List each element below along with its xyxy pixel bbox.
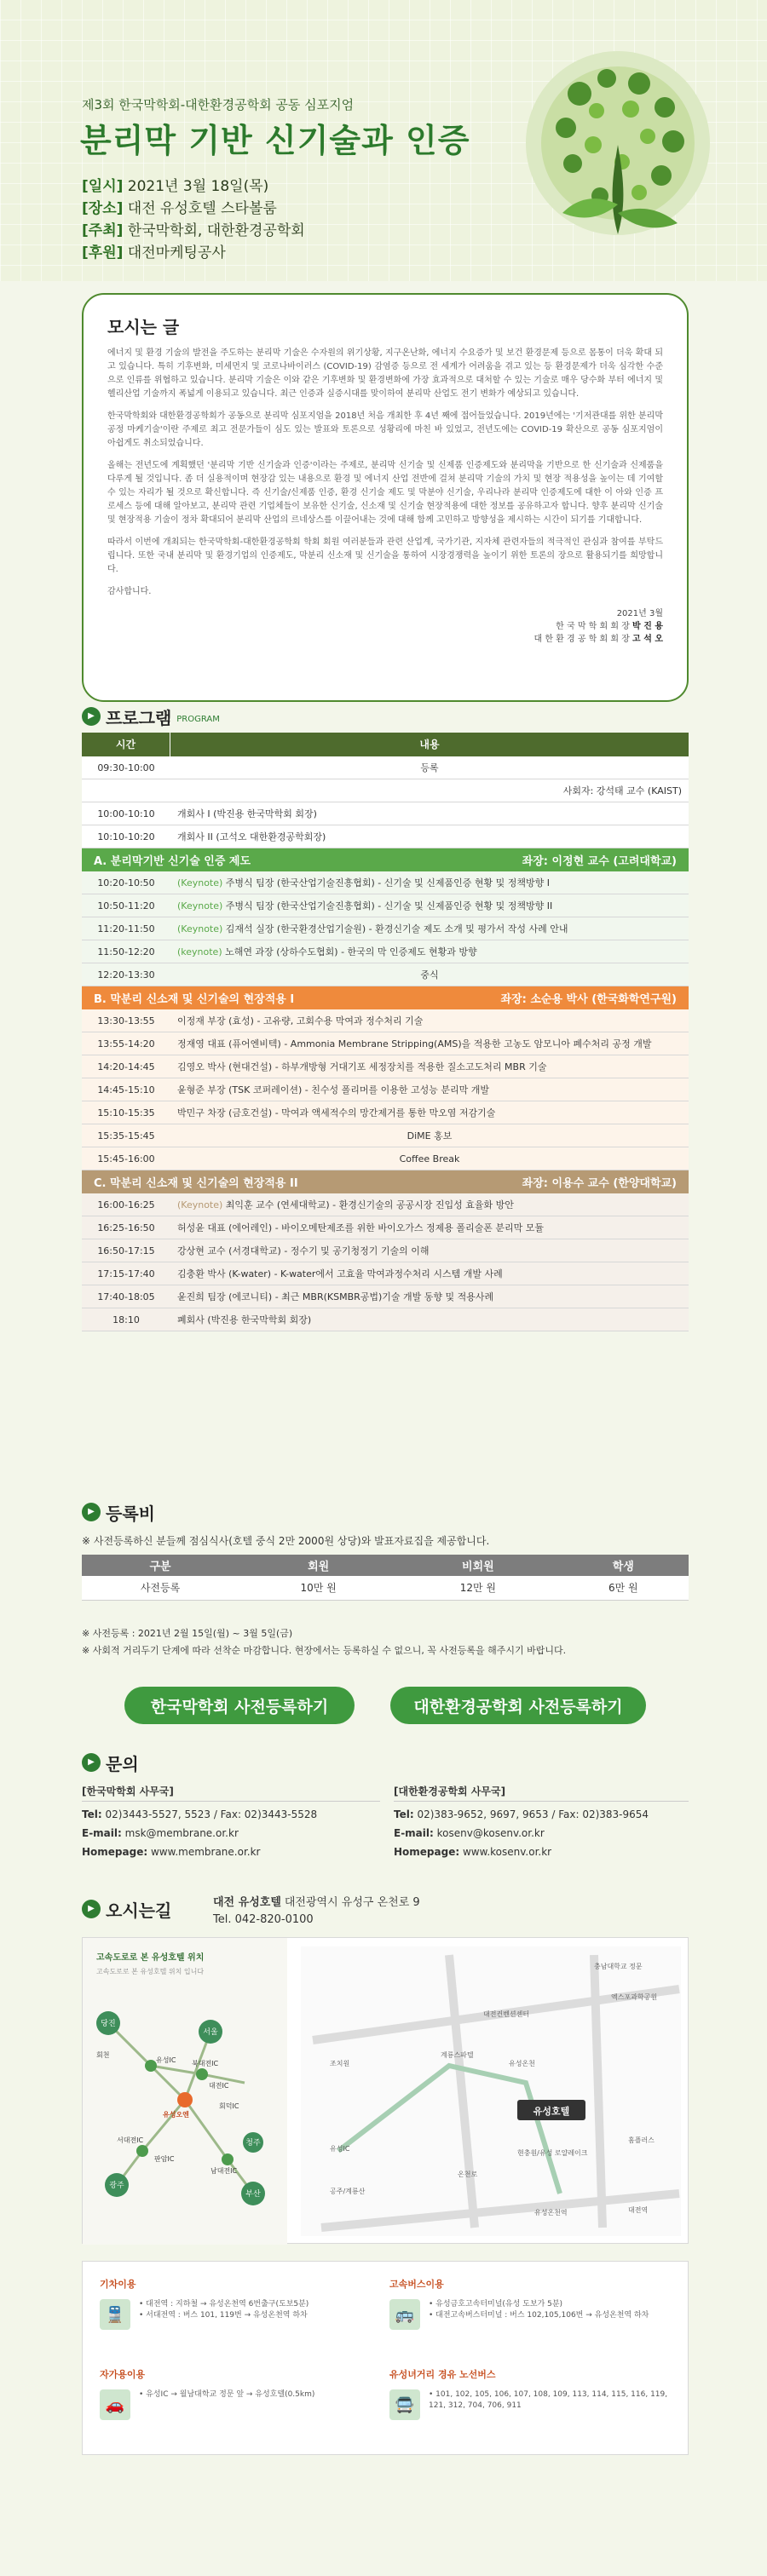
play-icon: ▶	[82, 1753, 101, 1772]
table-row: 14:45-15:10 윤형준 부장 (TSK 코퍼레이션) - 친수성 폴리머를 이용한 고성능 분리막 개발	[82, 1078, 689, 1101]
table-row: 10:50-11:20 (Keynote) 주병식 팀장 (한국산업기술진흥협회) - 신기술 및 신제품인증 현황 및 정책방향 II	[82, 894, 689, 917]
svg-text:온천로: 온천로	[458, 2171, 478, 2178]
map-left-title: 고속도로로 본 유성호텔 위치	[96, 1953, 205, 1963]
svg-text:유성IC: 유성IC	[156, 2056, 176, 2064]
location-map	[82, 1937, 689, 2244]
table-row: 15:10-15:35 박민구 차장 (금호건설) - 막여과 액세적수의 망간제거를 통한 막오염 저감기술	[82, 1101, 689, 1124]
transport-icon: 🚗	[100, 2389, 130, 2420]
session-header: B. 막분리 신소재 및 신기술의 현장적용 I 좌장: 소순용 박사 (한국화학연구원)	[82, 986, 689, 1009]
session-header: C. 막분리 신소재 및 신기술의 현장적용 II 좌장: 이용수 교수 (한양대학교)	[82, 1170, 689, 1193]
event-info	[82, 175, 305, 264]
table-row: 12:20-13:30 중식	[82, 963, 689, 986]
svg-text:대전역: 대전역	[628, 2206, 649, 2214]
invitation-paragraph: 한국막학회와 대한환경공학회가 공동으로 분리막 심포지엄을 2018년 처음 개최한 후 4년 째에 접어들었습니다. 2019년에는 '기저관대를 위한 분리막 공정 마케기술'이란 주제로 최고 전문가들이 심도 있는 발표와 토론으로 성황리에 마친 바 있었고, 전년도에는 COVID-19 확산으로 공동 심포지엄이 아쉽게도 취소되었습니다.	[107, 411, 663, 448]
svg-text:남대전IC: 남대전IC	[210, 2167, 238, 2175]
leaf-emblem-icon	[511, 34, 724, 256]
registration-note: ※ 사전등록하신 분들께 점심식사(호텔 중식 2만 2000원 상당)와 발표자료집을 제공합니다.	[82, 1535, 490, 1547]
table-row: 11:20-11:50 (Keynote) 김재석 실장 (한국환경산업기술원) - 환경신기술 제도 소개 및 평가서 작성 사례 안내	[82, 917, 689, 940]
svg-text:충남대학교 정문: 충남대학교 정문	[594, 1963, 643, 1970]
svg-text:회천: 회천	[96, 2051, 110, 2059]
registration-fee-table: 구분 회원 비회원 학생 사전등록 10만 원 12만 원 6만 원	[82, 1555, 689, 1601]
table-row: 13:55-14:20 정재영 대표 (퓨어엔비텍) - Ammonia Membrane Stripping(AMS)을 적용한 고농도 암모니아 폐수처리 공정 개발	[82, 1032, 689, 1055]
svg-text:홈플러스: 홈플러스	[628, 2136, 655, 2144]
membrane-contact: [한국막학회 사무국] Tel: 02)3443-5527, 5523 / Fax: 02)3443-5528 E-mail: msk@membrane.or.kr Homepage: www.membrane.or.kr	[82, 1782, 380, 1861]
info-sponsor: [후원] 대전마케팅공사	[82, 244, 226, 262]
membrane-register-button[interactable]: 한국막학회 사전등록하기	[124, 1687, 355, 1724]
table-row: 사회자: 강석태 교수 (KAIST)	[82, 779, 689, 802]
play-icon: ▶	[82, 1900, 101, 1918]
program-table	[82, 733, 689, 1331]
svg-text:대전컨벤션센터: 대전컨벤션센터	[483, 2010, 530, 2018]
transport-item: 고속버스이용 🚌 • 유성금호고속터미널(유성 도보가 5분) • 대전고속버스터미널 : 버스 102,105,106번 → 유성온천역 하차	[389, 2277, 679, 2330]
map-left-sub: 고속도로로 본 유성호텔 위치 입니다	[96, 1968, 205, 1975]
table-row: 17:40-18:05 윤진희 팀장 (에코니티) - 최근 MBR(KSMBR공법)기술 개발 동향 및 적용사례	[82, 1285, 689, 1308]
transport-item: 기차이용 🚆 • 대전역 : 지하철 → 유성온천역 6번출구(도보5분) • 서대전역 : 버스 101, 119번 → 유성온천역 하차	[100, 2277, 389, 2330]
kosenv-contact: [대한환경공학회 사무국] Tel: 02)383-9652, 9697, 9653 / Fax: 02)383-9654 E-mail: kosenv@kosenv.or.kr Homepage: www.kosenv.or.kr	[394, 1782, 689, 1861]
table-row: 10:10-10:20 개회사 II (고석오 대한환경공학회장)	[82, 825, 689, 848]
transport-info	[82, 2261, 689, 2455]
svg-text:당진: 당진	[101, 2020, 116, 2028]
svg-text:조치원: 조치원	[330, 2060, 350, 2067]
play-icon: ▶	[82, 1503, 101, 1521]
svg-text:공주/계룡산: 공주/계룡산	[330, 2188, 366, 2195]
svg-text:광주: 광주	[109, 2182, 124, 2190]
transport-item: 자가용이용 🚗 • 유성IC → 월남대학교 정문 앞 → 유성호텔(0.5km)	[100, 2367, 389, 2420]
svg-text:판암IC: 판암IC	[154, 2155, 175, 2163]
svg-text:청주: 청주	[245, 2139, 261, 2148]
venue-info: 대전 유성호텔 대전광역시 유성구 온천로 9 Tel. 042-820-0100	[213, 1896, 420, 1926]
kosenv-homepage-link[interactable]: www.kosenv.or.kr	[462, 1846, 552, 1858]
info-venue: [장소] 대전 유성호텔 스타볼룸	[82, 200, 277, 217]
event-title: 분리막 기반 신기술과 인증	[80, 122, 470, 159]
info-host: [주최] 한국막학회, 대한환경공학회	[82, 222, 305, 239]
registration-heading: ▶ 등록비	[82, 1499, 155, 1525]
svg-text:대전IC: 대전IC	[209, 2082, 229, 2090]
invitation-paragraph: 감사합니다.	[107, 587, 152, 596]
invitation-title: 모시는 글	[107, 317, 180, 337]
table-row: 18:10 폐회사 (박진용 한국막학회 회장)	[82, 1308, 689, 1331]
svg-text:유성IC: 유성IC	[330, 2145, 350, 2153]
registration-notes: ※ 사전등록 : 2021년 2월 15일(월) ~ 3월 5일(금) ※ 사회적 거리두기 단계에 따라 선착순 마감합니다. 현장에서는 등록하실 수 없으니, 꼭 사전등록을 해주시기 바랍니다.	[82, 1628, 567, 1656]
table-row: 10:00-10:10 개회사 I (박진용 한국막학회 회장)	[82, 802, 689, 825]
session-header: A. 분리막기반 신기술 인증 제도 좌장: 이정현 교수 (고려대학교)	[82, 848, 689, 871]
play-icon: ▶	[82, 707, 101, 726]
transport-icon: 🚍	[389, 2389, 420, 2420]
kosenv-email-link[interactable]: kosenv@kosenv.or.kr	[436, 1827, 545, 1839]
svg-text:유성온천역: 유성온천역	[534, 2209, 568, 2217]
invitation-letter	[82, 293, 689, 702]
table-row: 11:50-12:20 (keynote) 노해연 과장 (상하수도협회) - 한국의 막 인증제도 현황과 방향	[82, 940, 689, 963]
table-row: 14:20-14:45 김영오 박사 (현대건설) - 하부개방형 거대기포 세정장치를 적용한 질소고도처리 MBR 기술	[82, 1055, 689, 1078]
svg-text:현충원/유성 로얄레이크: 현충원/유성 로얄레이크	[517, 2149, 588, 2157]
table-row: 13:30-13:55 이정재 부장 (효성) - 고유량, 고회수용 막여과 정수처리 기술	[82, 1009, 689, 1032]
svg-text:계룡스파텔: 계룡스파텔	[441, 2051, 474, 2059]
program-heading: ▶ 프로그램 PROGRAM	[82, 704, 220, 729]
svg-text:엑스포과학공원: 엑스포과학공원	[611, 1993, 658, 2001]
svg-text:서대전IC: 서대전IC	[117, 2136, 144, 2144]
table-row: 15:45-16:00 Coffee Break	[82, 1147, 689, 1170]
invitation-paragraph: 에너지 및 환경 기술의 발전을 주도하는 분리막 기술은 수자원의 위기상황, 지구온난화, 에너지 수요증가 및 보건 환경문제 등으로 몸통이 더욱 확대 되고 있습니다. 특히 기후변화, 미세먼지 및 코로나바이러스 (COVID-19) 감염증 등으로 전 세계가 어려움을 겪고 있는 등 환경문제가 더욱 심각한 수준으로 인류를 위협하고 있습니다. 분리막 기술은 이와 같은 기후변화 및 환경변화에 가장 효과적으로 대처할 수 있는 기술로 매우 당수화 부터 에너지 및 헬리산업 기술까지 폭넓게 이용되고 있습니다. 최근 인증과 실증시대를 맞이하여 분리막 산업도 전기 변화가 예상되고 있습니다.	[107, 348, 663, 399]
transport-icon: 🚌	[389, 2299, 420, 2330]
hotel-marker: 유성호텔	[533, 2106, 570, 2117]
invitation-signature: 2021년 3월 한 국 막 학 회 회 장 박 진 용 대 한 환 경 공 학 회 회 장 고 석 오	[533, 609, 663, 644]
location-heading: ▶ 오시는길	[82, 1896, 171, 1922]
program-table-header: 시간 내용	[82, 733, 689, 756]
table-row: 10:20-10:50 (Keynote) 주병식 팀장 (한국산업기술진흥협회) - 신기술 및 신제품인증 현황 및 정책방향 I	[82, 871, 689, 894]
svg-text:회덕IC: 회덕IC	[219, 2102, 239, 2110]
table-row: 17:15-17:40 김충환 박사 (K-water) - K-water에서 고효율 막여과정수처리 시스템 개발 사례	[82, 1262, 689, 1285]
table-row: 09:30-10:00 등록	[82, 756, 689, 779]
invitation-paragraph: 따라서 이번에 개최되는 한국막학회-대한환경공학회 학회 회원 여러분들과 관련 산업계, 국가기관, 지자체 관련자들의 적극적인 관심과 참여를 부탁드립니다. 또한 국내 분리막 및 환경기업의 인증제도, 막분리 신소재 및 신기술을 통하여 시장경쟁력을 높이기 위한 토론의 장으로 활용되기를 희망합니다.	[107, 538, 663, 574]
hero-banner	[0, 0, 767, 281]
event-subtitle: 제3회 한국막학회-대한환경공학회 공동 심포지엄	[82, 97, 355, 112]
table-row: 16:25-16:50 허성윤 대표 (에어레인) - 바이오메탄제조를 위한 바이오가스 정제용 폴리술폰 분리막 모듈	[82, 1216, 689, 1239]
membrane-homepage-link[interactable]: www.membrane.or.kr	[150, 1846, 261, 1858]
table-row: 16:00-16:25 (Keynote) 최익훈 교수 (연세대학교) - 환경신기술의 공공시장 진입성 효율화 방안	[82, 1193, 689, 1216]
contact-heading: ▶ 문의	[82, 1750, 139, 1775]
transport-icon: 🚆	[100, 2299, 130, 2330]
info-date: [일시] 2021년 3월 18일(목)	[82, 178, 269, 195]
svg-text:유성온천: 유성온천	[509, 2060, 535, 2067]
membrane-email-link[interactable]: msk@membrane.or.kr	[124, 1827, 239, 1839]
table-row: 16:50-17:15 강상현 교수 (서경대학교) - 정수기 및 공기청정기 기술의 이해	[82, 1239, 689, 1262]
invitation-paragraph: 올해는 전년도에 계획했던 '분리막 기반 신기술과 인증'이라는 주제로, 분리막 신기술 및 신제품 인증제도와 분리막을 기반으로 한 신기술과 신제품을 다루게 될 것입니다. 좀 더 실용적이며 현장감 있는 내용으로 환경 및 에너지 산업 전반에 걸쳐 분리막 기술의 가치 및 현장 적용성을 높이는 데 기여할 수 있는 자리가 될 것으로 확신합니다. 즉 신기술/신제품 인증, 환경 신기술 제도 및 막분야 신기술, 우리나라 분리막 인증제도에 대한 이 아와 인증 프로세스 등에 대해 알아보고, 분리막 관련 기업체들이 보유한 신기술, 신소재 및 신기술 현장적용에 대한 정보를 공유하고자 합니다. 향후 분리막 신기술 및 현장적용 기술이 정차 확대되어 분리막 산업의 르네상스를 이끌어내는 것에 대해 함께 고민하고 방향성을 제시하는 시간이 되기를 기대합니다.	[107, 461, 663, 525]
kosenv-register-button[interactable]: 대한환경공학회 사전등록하기	[390, 1687, 646, 1724]
table-row: 사전등록 10만 원 12만 원 6만 원	[82, 1576, 689, 1600]
svg-text:부산: 부산	[245, 2190, 261, 2199]
svg-text:유성오엔: 유성오엔	[163, 2111, 189, 2119]
svg-text:서울: 서울	[203, 2028, 218, 2037]
table-row: 15:35-15:45 DiME 홍보	[82, 1124, 689, 1147]
svg-text:북대전IC: 북대전IC	[192, 2060, 219, 2067]
transport-item: 유성녀거리 경유 노선버스 🚍 • 101, 102, 105, 106, 107, 108, 109, 113, 114, 115, 116, 119, 121, 312, 704, 706, 911	[389, 2367, 679, 2420]
